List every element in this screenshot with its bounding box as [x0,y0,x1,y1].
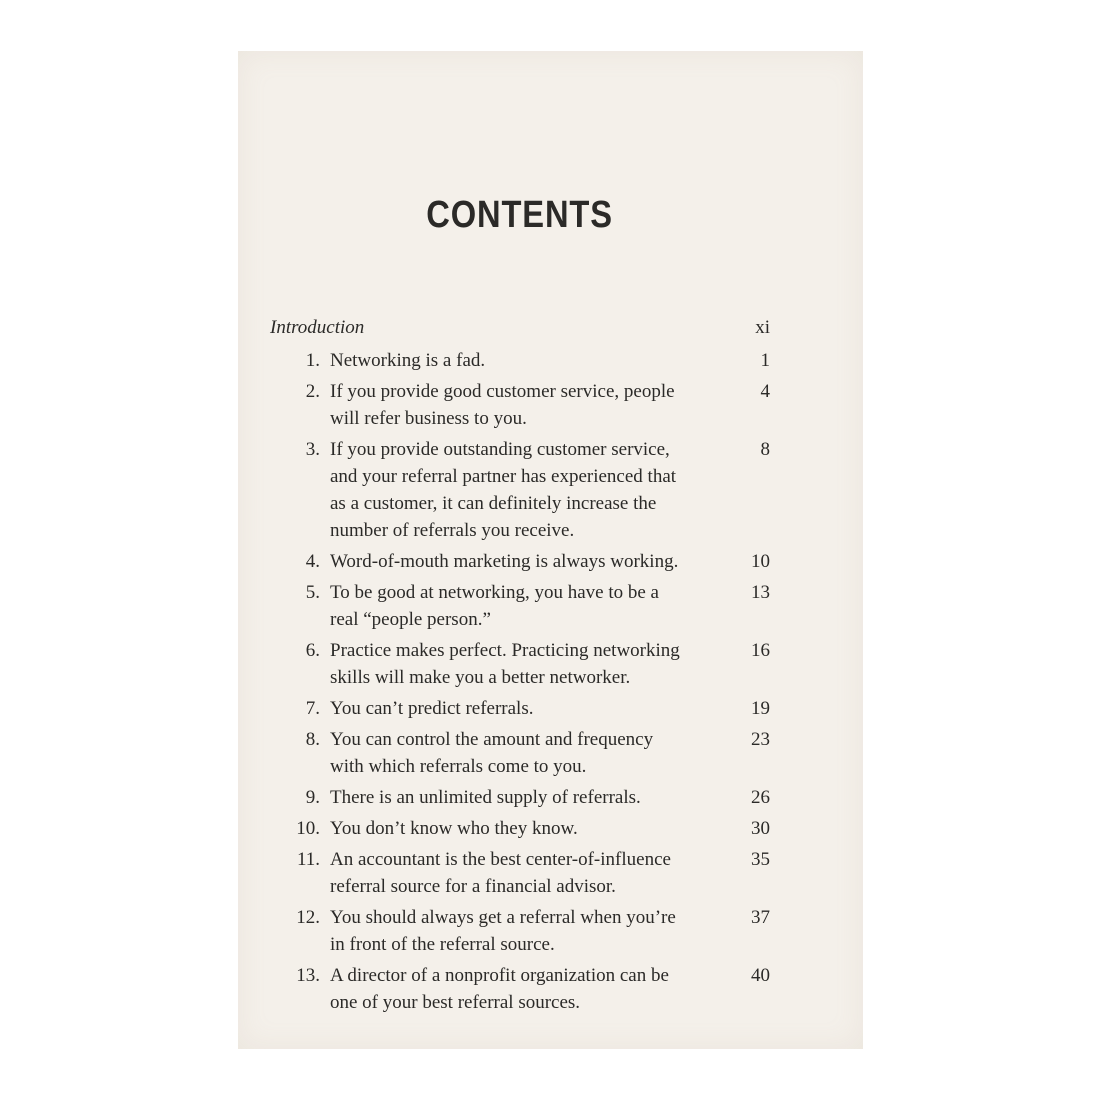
toc-entry [270,904,770,958]
toc-entry [270,726,770,780]
toc-entry-text [330,784,708,811]
toc-entry-text [330,815,708,842]
toc-entry-page: 16 [751,640,770,661]
toc-entry-line: will refer business to you. [330,408,527,429]
toc-entry-text [330,548,708,575]
toc-entry-number: 6. [305,640,320,661]
toc-entry-text [330,962,708,1016]
toc-entry-page: 35 [751,849,770,870]
toc-entry [270,962,770,1016]
toc-entry-line: You should always get a referral when you’re [330,907,676,928]
toc-entry-line: as a customer, it can definitely increase the [330,493,657,514]
toc-entry [270,347,770,374]
toc-entry-line: referral source for a financial advisor. [330,876,616,897]
toc-entry-line: number of referrals you receive. [330,520,575,541]
toc-entry-number: 8. [305,729,320,750]
toc-entries [270,347,770,1016]
toc-entry-line: Word-of-mouth marketing is always working. [330,551,679,572]
toc-entry-number: 7. [305,698,320,719]
toc-entry-line: You can’t predict referrals. [330,698,534,719]
toc-entry-line: There is an unlimited supply of referrals. [330,787,641,808]
toc-entry [270,846,770,900]
toc-entry [270,695,770,722]
toc-entry [270,637,770,691]
toc-entry-number: 5. [305,582,320,603]
toc-entry-line: with which referrals come to you. [330,756,587,777]
toc-entry-number: 1. [305,350,320,371]
toc-entry-page: 8 [760,439,770,460]
toc-introduction-label: Introduction [270,317,365,338]
toc-entry-line: You can control the amount and frequency [330,729,654,750]
toc-entry-number: 9. [305,787,320,808]
toc-entry-page: 26 [751,787,770,808]
toc-entry-line: Practice makes perfect. Practicing networking [330,640,680,661]
toc-entry [270,436,770,544]
toc-entry-page: 13 [751,582,770,603]
toc-entry-line: real “people person.” [330,609,491,630]
toc-entry [270,784,770,811]
toc-entry-page: 10 [751,551,770,572]
toc-entry-line: Networking is a fad. [330,350,486,371]
toc-introduction [270,314,770,343]
toc-entry-page: 23 [751,729,770,750]
toc-entry-line: You don’t know who they know. [330,818,578,839]
toc-entry-number: 2. [305,381,320,402]
toc-entry-page: 1 [760,350,770,371]
toc-entry-text [330,347,708,374]
toc-entry-text [330,436,708,544]
toc-entry-text [330,579,708,633]
toc-entry-number: 3. [305,439,320,460]
toc-entry-line: skills will make you a better networker. [330,667,631,688]
toc-entry-text [330,904,708,958]
book-page [238,51,863,1049]
toc-entry-line: in front of the referral source. [330,934,555,955]
toc-entry-page: 37 [751,907,770,928]
toc-entry-line: and your referral partner has experienced that [330,466,677,487]
toc-entry-text [330,726,708,780]
toc-entry [270,548,770,575]
toc-entry-text [330,846,708,900]
toc-entry-number: 13. [296,965,320,986]
toc-entry-page: 4 [760,381,770,402]
toc-entry [270,378,770,432]
page-title: CONTENTS [426,194,613,236]
toc-entry-text [330,695,708,722]
toc-entry-page: 40 [751,965,770,986]
table-of-contents [270,314,770,1016]
toc-entry [270,579,770,633]
toc-entry-line: To be good at networking, you have to be a [330,582,659,603]
toc-entry-page: 30 [751,818,770,839]
toc-entry-line: An accountant is the best center-of-influence [330,849,671,870]
toc-entry [270,815,770,842]
toc-entry-text [330,637,708,691]
toc-entry-text [330,378,708,432]
toc-entry-line: one of your best referral sources. [330,992,581,1013]
toc-entry-line: If you provide outstanding customer service, [330,439,670,460]
toc-entry-number: 10. [296,818,320,839]
toc-entry-page: 19 [751,698,770,719]
toc-entry-number: 12. [296,907,320,928]
toc-entry-number: 11. [296,849,320,870]
toc-entry-line: If you provide good customer service, people [330,381,675,402]
toc-introduction-page: xi [755,317,770,338]
toc-entry-line: A director of a nonprofit organization can be [330,965,669,986]
toc-entry-number: 4. [305,551,320,572]
